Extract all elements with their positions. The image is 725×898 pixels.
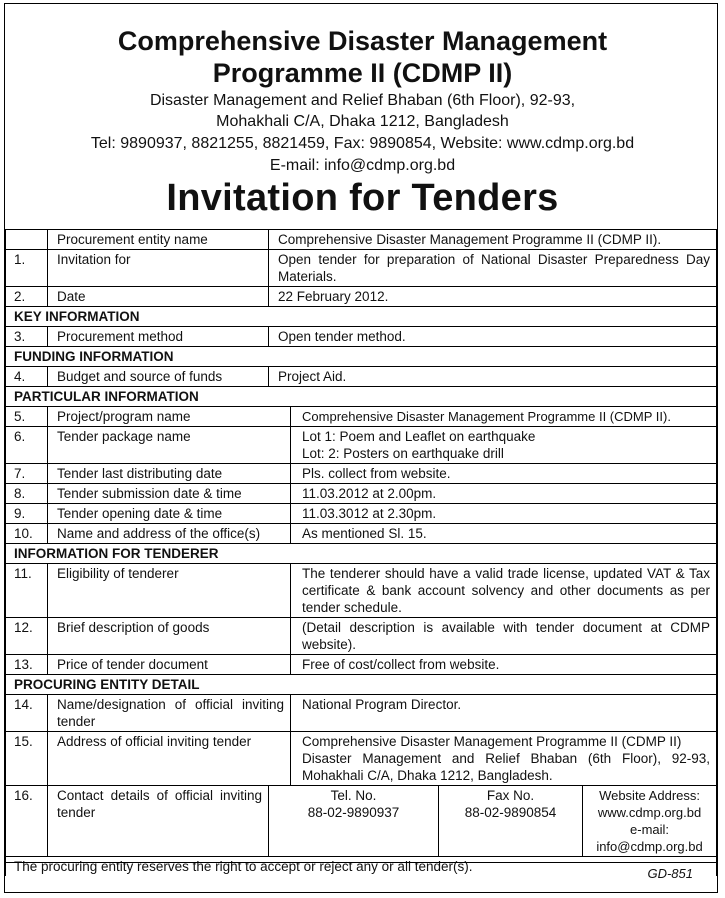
table-row xyxy=(6,732,717,786)
email-value: e-mail: info@cdmp.org.bd xyxy=(596,822,703,854)
row-number: 9. xyxy=(6,504,48,524)
row-number: 11. xyxy=(6,564,48,618)
fax-value: 88-02-9890854 xyxy=(464,805,557,820)
table-row xyxy=(6,695,717,732)
table-row xyxy=(6,484,717,504)
table-row xyxy=(6,287,717,307)
table-row xyxy=(6,655,717,675)
row-number: 13. xyxy=(6,655,48,675)
section-header xyxy=(6,387,717,407)
row-label: Tender last distributing date xyxy=(48,464,291,484)
section-title: INFORMATION FOR TENDERER xyxy=(6,544,717,564)
table-row xyxy=(6,564,717,618)
table-row xyxy=(6,250,717,287)
section-title: PROCURING ENTITY DETAIL xyxy=(6,675,717,695)
row-number: 5. xyxy=(6,407,48,427)
row-label: Contact details of official inviting tender xyxy=(48,786,269,857)
table-row xyxy=(6,786,717,857)
fax-cell xyxy=(439,786,583,857)
row-label: Tender submission date & time xyxy=(48,484,291,504)
row-value: Free of cost/collect from website. xyxy=(291,655,717,675)
lot-2-text: Lot: 2: Posters on earthquake drill xyxy=(302,446,504,461)
table-row xyxy=(6,367,717,387)
row-value: Open tender for preparation of National Disaster Preparedness Day Materials. xyxy=(269,250,717,287)
row-value: 11.03.2012 at 2.00pm. xyxy=(291,484,717,504)
row-value: (Detail description is available with tender document at CDMP website). xyxy=(291,618,717,655)
table-row xyxy=(6,427,717,464)
web-label: Website Address: xyxy=(599,788,700,803)
table-row xyxy=(6,618,717,655)
lot-1-text: Lot 1: Poem and Leaflet on earthquake xyxy=(302,429,536,444)
tel-label: Tel. No. xyxy=(330,788,377,803)
row-number: 8. xyxy=(6,484,48,504)
row-label: Eligibility of tenderer xyxy=(48,564,291,618)
row-value: The tenderer should have a valid trade license, updated VAT & Tax certificate & bank account solvency and other documents as per tender schedule. xyxy=(291,564,717,618)
section-title: KEY INFORMATION xyxy=(6,307,717,327)
table-row xyxy=(6,464,717,484)
table-row xyxy=(6,407,717,427)
email-line: E-mail: info@cdmp.org.bd xyxy=(269,157,456,174)
section-title: FUNDING INFORMATION xyxy=(6,347,717,367)
row-value xyxy=(291,732,717,786)
tel-cell xyxy=(269,786,439,857)
table-row xyxy=(6,524,717,544)
row-value xyxy=(291,427,717,464)
row-value: National Program Director. xyxy=(291,695,717,732)
row-number: 7. xyxy=(6,464,48,484)
fax-label: Fax No. xyxy=(486,788,535,803)
section-header xyxy=(6,347,717,367)
row-value: Comprehensive Disaster Management Programme II (CDMP II). xyxy=(291,407,717,427)
row-value: Project Aid. xyxy=(269,367,717,387)
row-number: 10. xyxy=(6,524,48,544)
address-line1: Disaster Management and Relief Bhaban (6th Floor), 92-93, xyxy=(149,92,576,109)
row-label: Name/designation of official inviting tender xyxy=(48,695,291,732)
row-number: 16. xyxy=(6,786,48,857)
row-label: Date xyxy=(48,287,269,307)
org-name-line2: Programme II (CDMP II) xyxy=(212,58,513,88)
row-number: 3. xyxy=(6,327,48,347)
row-label: Address of official inviting tender xyxy=(48,732,291,786)
address-org-text: Comprehensive Disaster Management Programme II (CDMP II) xyxy=(302,734,682,749)
section-header xyxy=(6,675,717,695)
row-number: 2. xyxy=(6,287,48,307)
ad-code: GD-851 xyxy=(647,866,693,881)
page-title: Invitation for Tenders xyxy=(166,177,559,219)
address-line2: Mohakhali C/A, Dhaka 1212, Bangladesh xyxy=(216,113,509,130)
row-number: 1. xyxy=(6,250,48,287)
table-row xyxy=(6,230,717,250)
web-value: www.cdmp.org.bd xyxy=(597,805,702,820)
row-label: Price of tender document xyxy=(48,655,291,675)
row-number: 4. xyxy=(6,367,48,387)
address-street-text: Disaster Management and Relief Bhaban (6th Floor), 92-93, Mohakhali C/A, Dhaka 1212, Bangladesh. xyxy=(302,751,711,783)
section-header xyxy=(6,544,717,564)
row-label: Budget and source of funds xyxy=(48,367,269,387)
org-name-line1: Comprehensive Disaster Management xyxy=(117,26,608,56)
section-header xyxy=(6,307,717,327)
row-label: Tender opening date & time xyxy=(48,504,291,524)
row-label: Brief description of goods xyxy=(48,618,291,655)
table-row xyxy=(6,857,717,877)
table-row xyxy=(6,504,717,524)
row-value: 22 February 2012. xyxy=(269,287,717,307)
tender-table xyxy=(5,229,717,876)
row-value: As mentioned Sl. 15. xyxy=(291,524,717,544)
row-value: Pls. collect from website. xyxy=(291,464,717,484)
row-number: 12. xyxy=(6,618,48,655)
row-label: Invitation for xyxy=(48,250,269,287)
tel-value: 88-02-9890937 xyxy=(307,805,400,820)
row-value: Open tender method. xyxy=(269,327,717,347)
row-label: Project/program name xyxy=(48,407,291,427)
row-number: 14. xyxy=(6,695,48,732)
row-number: 6. xyxy=(6,427,48,464)
disclaimer-text: The procuring entity reserves the right to accept or reject any or all tender(s). xyxy=(6,857,717,877)
row-label: Tender package name xyxy=(48,427,291,464)
row-value: 11.03.3012 at 2.30pm. xyxy=(291,504,717,524)
row-number: 15. xyxy=(6,732,48,786)
section-title: PARTICULAR INFORMATION xyxy=(6,387,717,407)
contact-line: Tel: 9890937, 8821255, 8821459, Fax: 9890854, Website: www.cdmp.org.bd xyxy=(90,135,635,152)
footer-divider xyxy=(5,862,716,863)
row-label: Procurement entity name xyxy=(48,230,269,250)
web-cell xyxy=(583,786,717,857)
table-row xyxy=(6,327,717,347)
row-value: Comprehensive Disaster Management Programme II (CDMP II). xyxy=(269,230,717,250)
row-label: Procurement method xyxy=(48,327,269,347)
row-label: Name and address of the office(s) xyxy=(48,524,291,544)
